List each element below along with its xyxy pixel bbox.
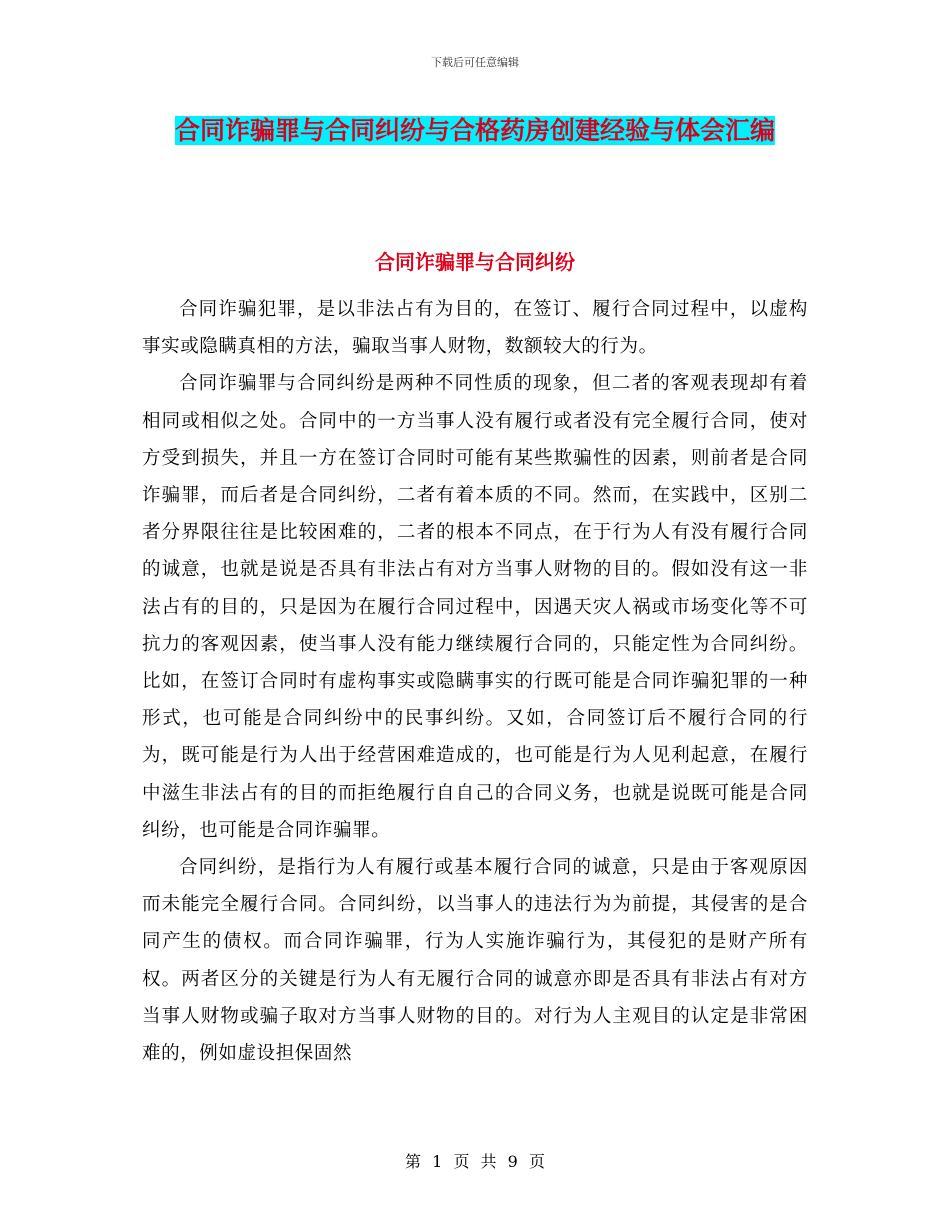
section-title: 合同诈骗罪与合同纠纷 — [375, 250, 575, 274]
footer-total-label: 共 — [480, 1152, 497, 1171]
body-paragraph-2: 合同诈骗罪与合同纠纷是两种不同性质的现象，但二者的客观表现却有着相同或相似之处。合同中的一方当事人没有履行或者没有完全履行合同，使对方受到损失，并且一方在签订合同时可能有某些欺骗性的因素，则前者是合同诈骗罪，而后者是合同纠纷，二者有着本质的不同。然而，在实践中，区别二者分界限往往是比较困难的，二者的根本不同点，在于行为人有没有履行合同的诚意，也就是说是否具有非法占有对方当事人财物的目的。假如没有这一非法占有的目的，只是因为在履行合同过程中，因遇天灾人祸或市场变化等不可抗力的客观因素，使当事人没有能力继续履行合同的，只能定性为合同纠纷。比如，在签订合同时有虚构事实或隐瞒事实的行既可能是合同诈骗犯罪的一种形式，也可能是合同纠纷中的民事纠纷。又如，合同签订后不履行合同的行为，既可能是行为人出于经营困难造成的，也可能是行为人见利起意，在履行中滋生非法占有的目的而拒绝履行自自己的合同义务，也就是说既可能是合同纠纷，也可能是合同诈骗罪。 — [142, 373, 808, 841]
page-header-note: 下载后可任意编辑 — [431, 56, 519, 69]
body-paragraph-3: 合同纠纷，是指行为人有履行或基本履行合同的诚意，只是由于客观原因而未能完全履行合同。合同纠纷，以当事人的违法行为为前提，其侵害的是合同产生的债权。而合同诈骗罪，行为人实施诈骗行为，其侵犯的是财产所有权。两者区分的关键是行为人有无履行合同的诚意亦即是否具有非法占有对方当事人财物或骗子取对方当事人财物的目的。对行为人主观目的认定是非常困难的，例如虚设担保固然 — [142, 857, 808, 1065]
page-footer — [0, 1152, 950, 1172]
document-body — [142, 291, 808, 1072]
footer-total-pages: 9 — [507, 1152, 518, 1171]
footer-page-mid: 页 — [453, 1152, 470, 1171]
footer-total-suffix: 页 — [528, 1152, 545, 1171]
footer-page-prefix: 第 — [405, 1152, 422, 1171]
body-paragraph-1: 合同诈骗犯罪，是以非法占有为目的，在签订、履行合同过程中，以虚构事实或隐瞒真相的方法，骗取当事人财物，数额较大的行为。 — [142, 299, 808, 358]
document-title — [140, 108, 810, 154]
footer-page-number: 1 — [432, 1152, 443, 1171]
document-title-text: 合同诈骗罪与合同纠纷与合格药房创建经验与体会汇编 — [174, 116, 775, 145]
